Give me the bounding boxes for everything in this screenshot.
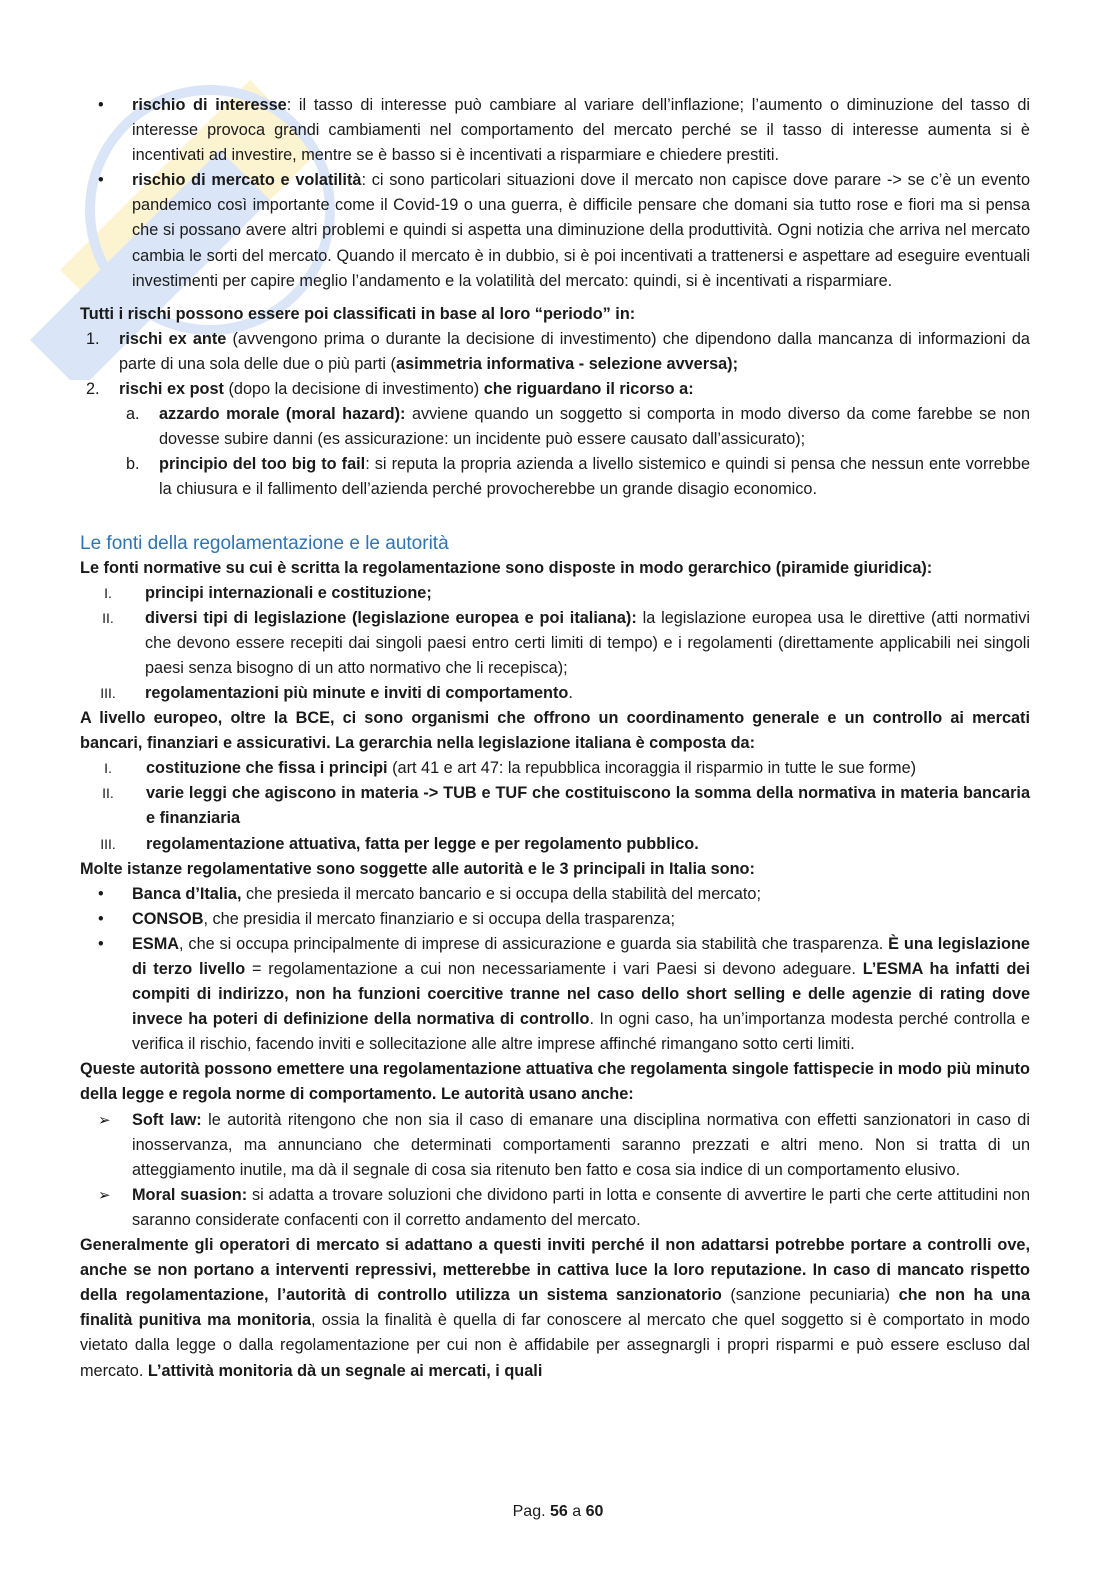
bullet-icon: • <box>98 884 104 903</box>
bullet-icon: • <box>98 171 104 190</box>
item-text: : il tasso di interesse può cambiare al variare dell’inflazione; l’aumento o diminuzione del tasso di interesse provoca grandi cambiamenti nel comportamento del mercato perché se il tasso di interesse aumenta si è incentivati ad investire, mentre se è basso si è incentivati a risparmiare e chiedere prestiti. <box>132 96 1030 165</box>
list-marker: a. <box>126 405 140 424</box>
list-item: I. costituzione che fissa i principi (art 41 e art 47: la repubblica incoraggia il risparmio in tutte le sue forme) <box>80 756 1030 781</box>
current-page: 56 <box>549 1503 568 1520</box>
list-marker: II. <box>102 785 114 802</box>
list-marker: 1. <box>86 329 100 348</box>
europe-intro: A livello europeo, oltre la BCE, ci sono organismi che offrono un coordinamento generale e un controllo ai mercati bancari, finanziari e assicurativi. La gerarchia nella legislazione italiana è composta da: <box>80 709 1030 753</box>
risk-list <box>80 93 1030 294</box>
list-marker: I. <box>104 760 112 777</box>
list-item: ➢ Soft law: le autorità ritengono che non sia il caso di emanare una disciplina normativa con effetti sanzionatori in caso di inosservanza, ma annunciano che determinati comportamenti saranno prezzati e altri meno. Non si tratta di un atteggiamento inutile, ma dà il segnale di cosa sia ritenuto ben fatto e cosa sia indice di un comportamento elusivo. <box>80 1108 1030 1183</box>
sources-list <box>80 581 1030 706</box>
list-item: III. regolamentazioni più minute e inviti di comportamento. <box>80 681 1030 706</box>
list-marker: 2. <box>86 380 100 399</box>
arrow-bullet-icon: ➢ <box>98 1186 111 1204</box>
bullet-icon: • <box>98 934 104 953</box>
period-intro: Tutti i rischi possono essere poi classificati in base al loro “periodo” in: <box>80 304 636 323</box>
list-marker: III. <box>100 684 116 701</box>
list-marker: I. <box>104 584 112 601</box>
item-text: : ci sono particolari situazioni dove il mercato non capisce dove parare -> se c’è un evento pandemico così importante come il Covid-19 o una guerra, è difficile pensare che domani sia tutto rose e fiori ma si pensa che si possano avere altri problemi e quindi si aspetta una diminuzione della produttività. Ogni notizia che arriva nel mercato cambia le sorti del mercato. Quando il mercato è in dubbio, si è poi incentivati a trattenersi e aspettare ad eseguire eventuali investimenti per capire meglio l’andamento e la volatilità del mercato: quindi, si è incentivati a risparmiare. <box>132 171 1030 290</box>
authorities-list <box>80 882 1030 1058</box>
page-footer: Pag. 56 a 60 <box>512 1503 604 1520</box>
list-item: III. regolamentazione attuativa, fatta per legge e per regolamento pubblico. <box>80 832 1030 857</box>
list-item: • ESMA, che si occupa principalmente di imprese di assicurazione e guarda sia stabilità che trasparenza. È una legislazione di terzo livello = regolamentazione a cui non necessariamente i vari Paesi si devono adeguare. L’ESMA ha infatti dei compiti di indirizzo, non ha funzioni coercitive tranne nel caso dello short selling e delle agenzie di rating dove invece ha poteri di definizione della normativa di controllo. In ogni caso, ha un’importanza modesta perché controlla e verifica il rischio, facendo inviti e sollecitazione alle altre imprese affinché rimangano sotto certi limiti. <box>80 932 1030 1057</box>
list-item: ➢ Moral suasion: si adatta a trovare soluzioni che dividono parti in lotta e consente di avvertire le parti che certe attitudini non saranno considerate confacenti con il corretto andamento del mercato. <box>80 1183 1030 1233</box>
list-item: 2. rischi ex post (dopo la decisione di investimento) che riguardano il ricorso a: <box>80 377 1030 402</box>
bullet-icon: • <box>98 909 104 928</box>
sources-intro: Le fonti normative su cui è scritta la regolamentazione sono disposte in modo gerarchico (piramide giuridica): <box>80 558 933 577</box>
italy-list <box>80 756 1030 856</box>
list-item: II. varie leggi che agiscono in materia -> TUB e TUF che costituiscono la somma della normativa in materia bancaria e finanziaria <box>80 781 1030 831</box>
item-term: rischio di interesse <box>132 96 287 114</box>
list-marker: b. <box>126 455 140 474</box>
authorities-intro: Molte istanze regolamentative sono soggette alle autorità e le 3 principali in Italia sono: <box>80 859 755 878</box>
period-list <box>80 327 1030 402</box>
tools-intro: Queste autorità possono emettere una regolamentazione attuativa che regolamenta singole fattispecie in modo più minuto della legge e regola norme di comportamento. Le autorità usano anche: <box>80 1060 1030 1104</box>
list-item <box>80 168 1030 293</box>
list-marker: II. <box>102 609 114 626</box>
arrow-bullet-icon: ➢ <box>98 1111 111 1129</box>
list-item <box>80 93 1030 168</box>
list-item: I. principi internazionali e costituzione; <box>80 581 1030 606</box>
item-term: rischio di mercato e volatilità <box>132 171 362 190</box>
list-item: II. diversi tipi di legislazione (legislazione europea e poi italiana): la legislazione europea usa le direttive (atti normativi che devono essere recepiti dai singoli paesi entro certi limiti di tempo) e i regolamenti (direttamente applicabili nei singoli paesi senza bisogno di un atto normativo che li recepisca); <box>80 606 1030 681</box>
section-heading: Le fonti della regolamentazione e le autorità <box>80 532 449 554</box>
closing-paragraph: Generalmente gli operatori di mercato si adattano a questi inviti perché il non adattarsi potrebbe portare a controlli ove, anche se non portano a interventi repressivi, metterebbe in cattiva luce la loro reputazione. In caso di mancato rispetto della regolamentazione, l’autorità di controllo utilizza un sistema sanzionatorio (sanzione pecuniaria) che non ha una finalità punitiva ma monitoria, ossia la finalità è quella di far conoscere al mercato che quel soggetto si è comportato in modo vietato dalla legge o dalla regolamentazione per cui non è affidabile per assegnargli i propri risparmi e può essere escluso dal mercato. L’attività monitoria dà un segnale ai mercati, i quali <box>80 1236 1030 1380</box>
list-item: a. azzardo morale (moral hazard): avviene quando un soggetto si comporta in modo diverso da come farebbe se non dovesse subire danni (es assicurazione: un incidente può essere causato dall’assicurato); <box>80 402 1030 452</box>
bullet-icon: • <box>98 96 104 114</box>
list-item: b. principio del too big to fail: si reputa la propria azienda a livello sistemico e quindi si pensa che nessun ente vorrebbe la chiusura e il fallimento dell’azienda perché provocherebbe un grande disagio economico. <box>80 452 1030 502</box>
tools-list <box>80 1108 1030 1233</box>
list-item: • CONSOB, che presidia il mercato finanziario e si occupa della trasparenza; <box>80 907 1030 932</box>
list-item: • Banca d’Italia, che presieda il mercato bancario e si occupa della stabilità del mercato; <box>80 882 1030 907</box>
list-marker: III. <box>100 835 116 852</box>
total-pages: 60 <box>585 1503 604 1520</box>
document-page <box>80 93 1030 1384</box>
list-item: 1. rischi ex ante (avvengono prima o durante la decisione di investimento) che dipendono dalla mancanza di informazioni da parte di una sola delle due o più parti (asimmetria informativa - selezione avversa); <box>80 327 1030 377</box>
ex-post-list <box>80 402 1030 502</box>
